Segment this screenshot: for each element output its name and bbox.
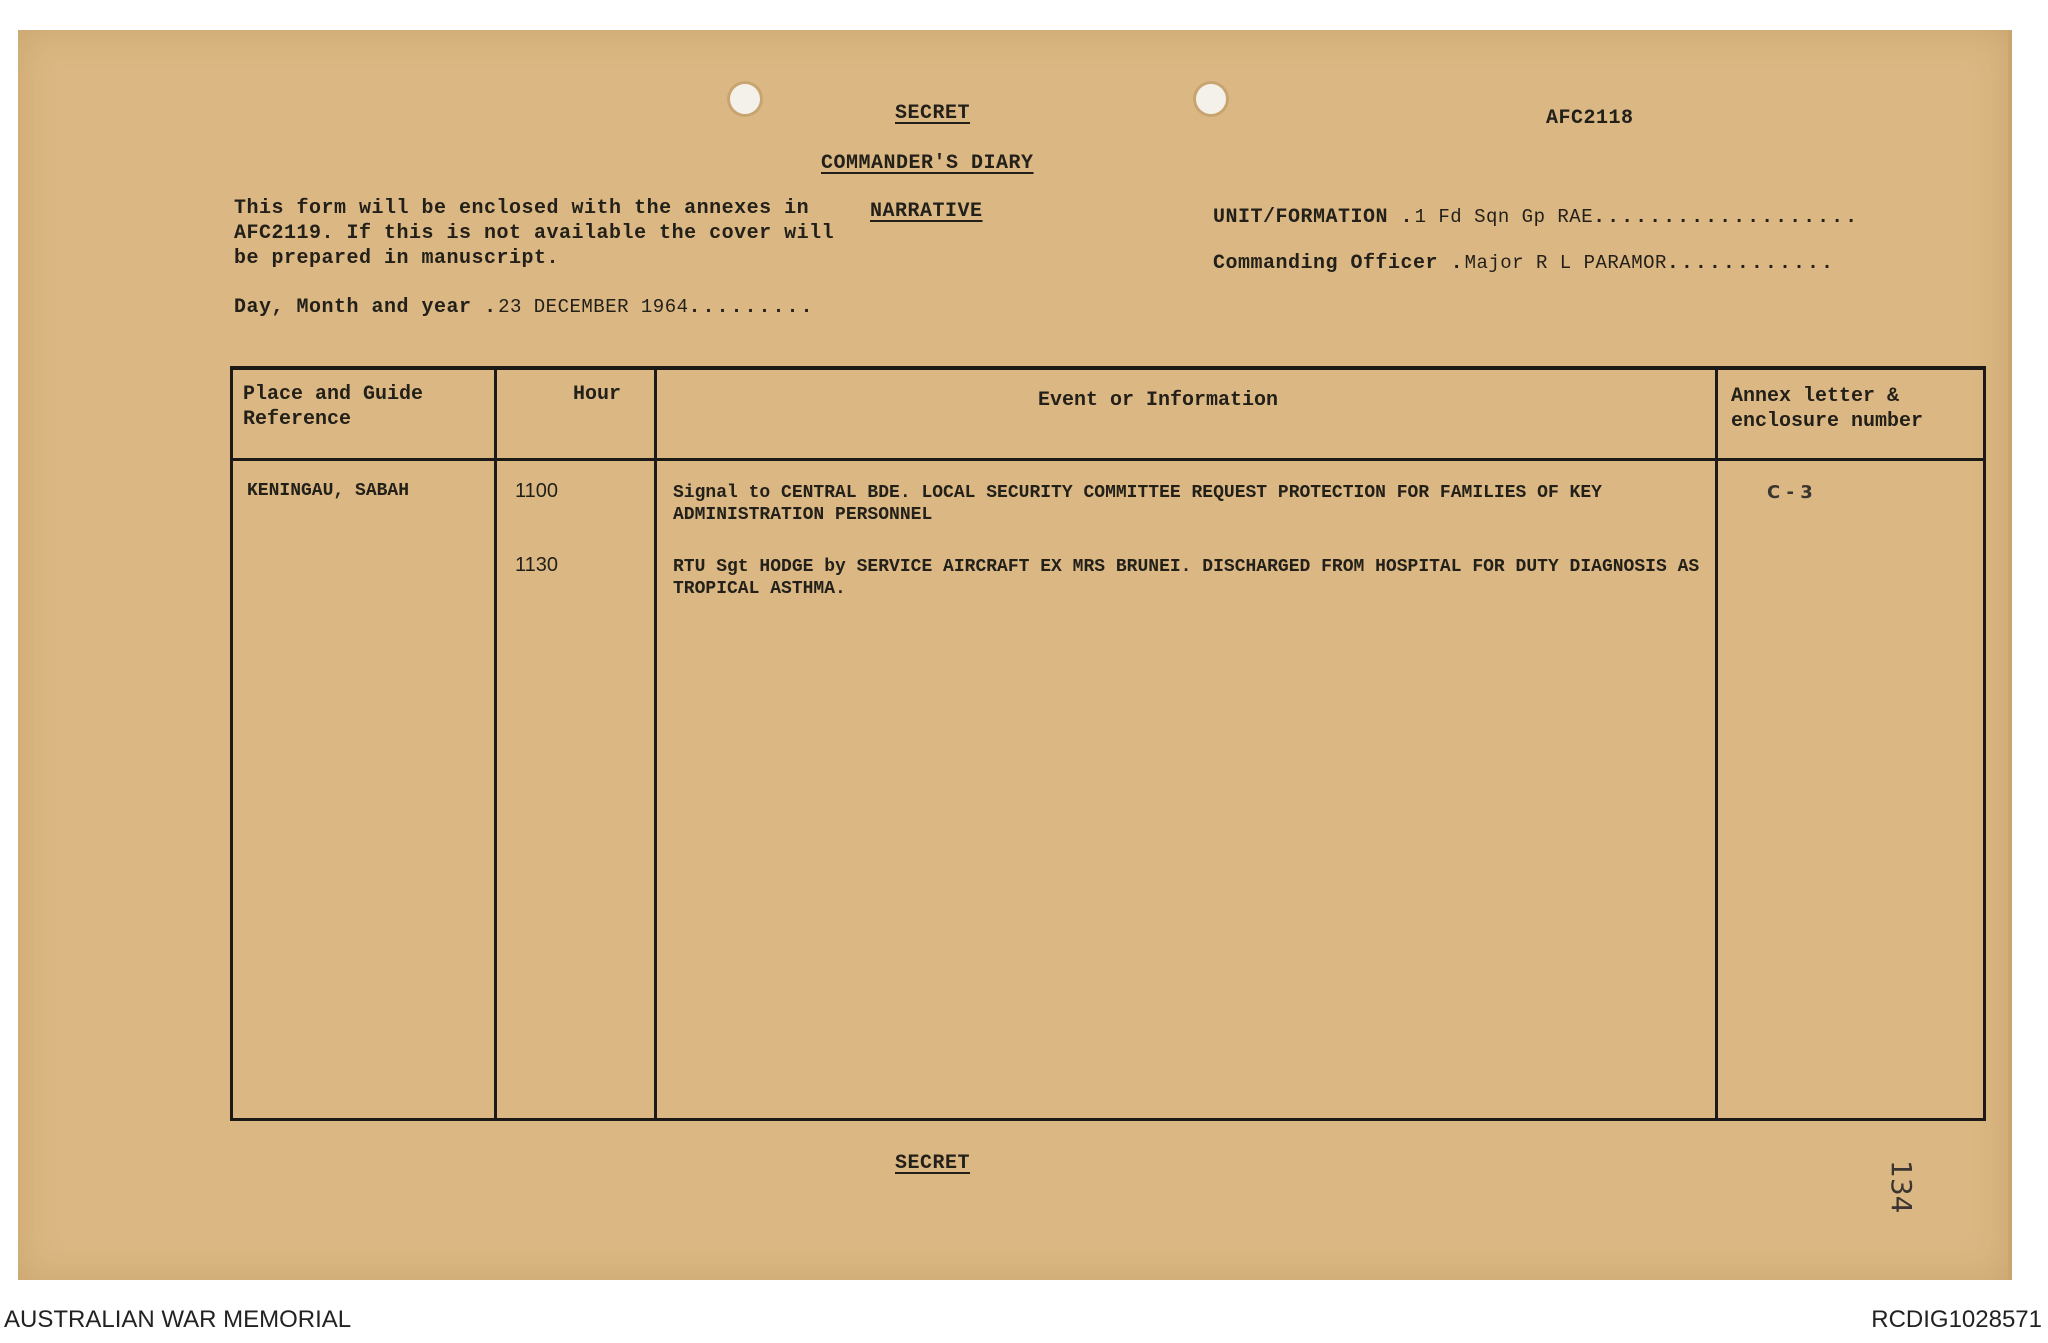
header-divider — [233, 458, 1983, 461]
date-value: 23 DECEMBER 1964 — [498, 296, 689, 318]
row2-event: RTU Sgt HODGE by SERVICE AIRCRAFT EX MRS BRUNEI. DISCHARGED FROM HOSPITAL FOR DUTY DIAGNOSIS AS TROPICAL ASTHMA. — [673, 557, 1700, 599]
unit-value: 1 Fd Sqn Gp RAE — [1414, 206, 1594, 228]
page-number: 134 — [1885, 1160, 1918, 1214]
column-header-place: Place and Guide Reference — [243, 383, 424, 431]
column-header-event: Event or Information — [1038, 389, 1279, 412]
diary-table — [230, 366, 1986, 1121]
form-number: AFC2118 — [1546, 107, 1634, 130]
diary-sheet — [18, 30, 2012, 1280]
row1-annex: C - 3 — [1767, 482, 1813, 503]
co-field: Commanding Officer .Major R L PARAMOR............ — [1213, 252, 1835, 275]
column-header-hour: Hour — [573, 383, 622, 406]
date-label: Day, Month and year — [234, 296, 472, 319]
punch-hole-left — [730, 84, 760, 114]
date-field: Day, Month and year .23 DECEMBER 1964......... — [234, 296, 815, 319]
archive-name: AUSTRALIAN WAR MEMORIAL — [4, 1306, 352, 1333]
row1-event: Signal to CENTRAL BDE. LOCAL SECURITY COMMITTEE REQUEST PROTECTION FOR FAMILIES OF KEY ADMINISTRATION PERSONNEL — [673, 483, 1602, 525]
row2-hour: 1130 — [515, 554, 559, 576]
column-header-annex: Annex letter & enclosure number — [1731, 385, 1924, 433]
archive-id: RCDIG1028571 — [1871, 1306, 2042, 1333]
co-label: Commanding Officer — [1213, 252, 1439, 275]
classification-bottom: SECRET — [895, 1152, 971, 1175]
diary-title: COMMANDER'S DIARY — [821, 152, 1034, 175]
column-divider — [1715, 370, 1718, 1118]
unit-field: UNIT/FORMATION .1 Fd Sqn Gp RAE................... — [1213, 206, 1860, 229]
row1-place: KENINGAU, SABAH — [247, 481, 410, 501]
diary-subtitle: NARRATIVE — [870, 200, 983, 223]
row1-hour: 1100 — [515, 480, 559, 502]
unit-label: UNIT/FORMATION — [1213, 206, 1389, 229]
punch-hole-right — [1196, 84, 1226, 114]
classification-top: SECRET — [895, 102, 971, 125]
column-divider — [654, 370, 657, 1118]
column-divider — [494, 370, 497, 1118]
form-instructions: This form will be enclosed with the annexes in AFC2119. If this is not available the cover will be prepared in manuscript. — [234, 197, 835, 270]
co-value: Major R L PARAMOR — [1464, 252, 1667, 274]
